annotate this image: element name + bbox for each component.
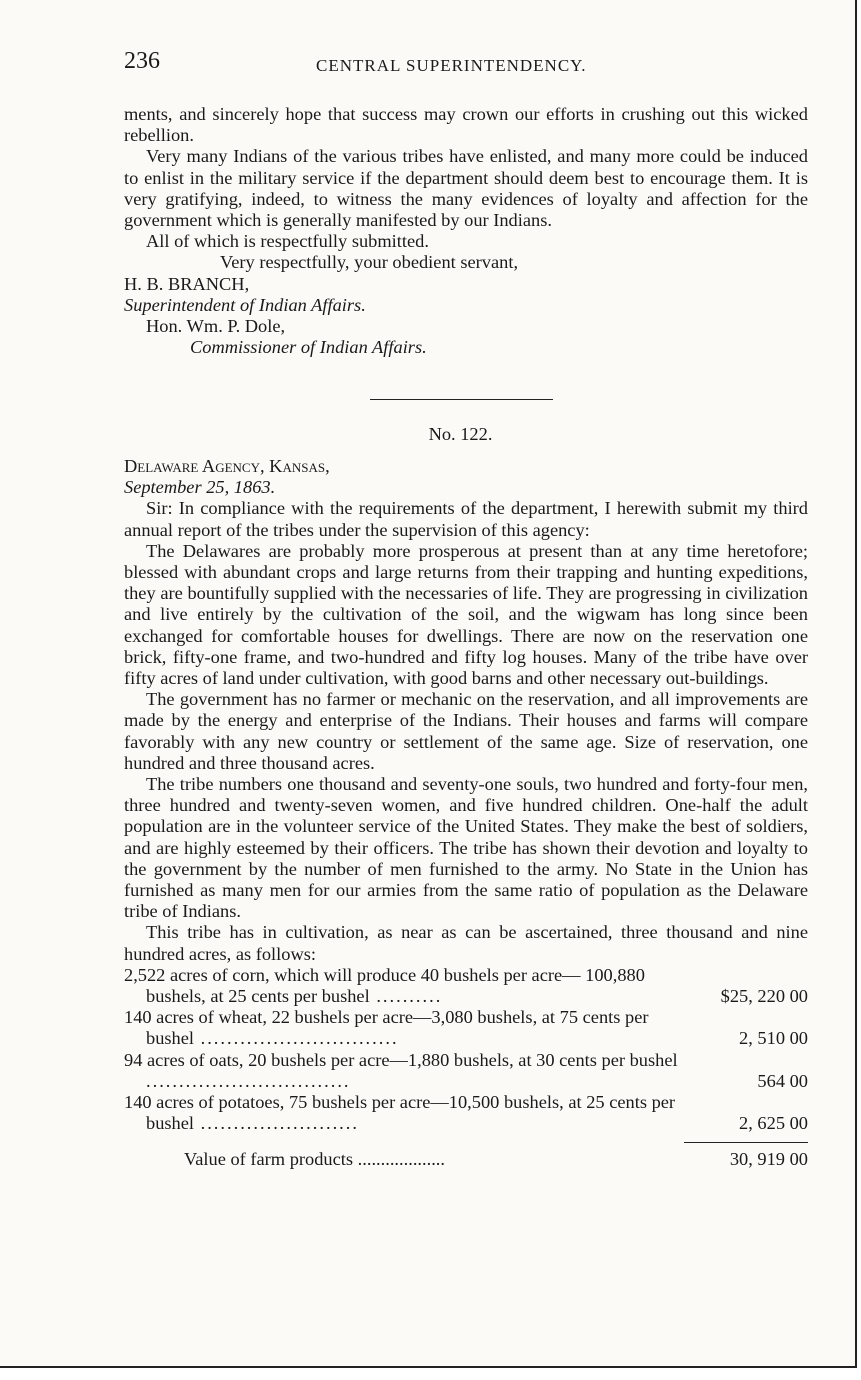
crop-amount: 2, 625 00 bbox=[739, 1113, 808, 1134]
addressee-name: Hon. Wm. P. Dole, bbox=[146, 316, 286, 337]
closing-line: Very respectfully, your obedient servant, bbox=[220, 252, 519, 273]
document-number: No. 122. bbox=[428, 424, 493, 444]
crop-amount: 2, 510 00 bbox=[739, 1028, 808, 1049]
paragraph: ments, and sincerely hope that success may crown our efforts in crushing out this wicked rebellion. bbox=[124, 104, 808, 146]
date-line: September 25, 1863. bbox=[124, 477, 276, 498]
paragraph: Sir: In compliance with the requirements of the department, I herewith submit my third annual report of the tribes under the supervision of this agency: bbox=[124, 498, 808, 540]
paragraph: This tribe has in cultivation, as near as can be ascertained, three thousand and nine hundred acres, as follows: bbox=[124, 922, 808, 964]
total-amount: 30, 919 00 bbox=[729, 1148, 808, 1169]
running-title: CENTRAL SUPERINTENDENCY. bbox=[316, 56, 587, 75]
closing-line: All of which is respectfully submitted. bbox=[146, 231, 429, 252]
total-label: Value of farm products bbox=[184, 1148, 354, 1169]
dot-leader: .......... bbox=[369, 986, 443, 1007]
crop-description: 94 acres of oats, 20 bushels per acre—1,880 bushels, at 30 cents per bushel bbox=[124, 1049, 678, 1070]
crop-amount: 564 00 bbox=[757, 1070, 808, 1091]
crop-description: 140 acres of potatoes, 75 bushels per acre—10,500 bushels, at 25 cents per bushel bbox=[124, 1092, 676, 1134]
total-rule bbox=[684, 1142, 808, 1143]
table-row bbox=[124, 1092, 808, 1134]
crop-description: 140 acres of wheat, 22 bushels per acre—3,080 bushels, at 75 cents per bushel bbox=[124, 1007, 649, 1049]
dot-leader: ........................ bbox=[194, 1113, 359, 1134]
page-header bbox=[124, 48, 810, 80]
paragraph: The tribe numbers one thousand and seventy-one souls, two hundred and forty-four men, three hundred and twenty-seven women, and five hundred children. One-half the adult population are in the volunteer service of the United States. They make the best of soldiers, and are highly esteemed by their officers. The tribe has shown their devotion and loyalty to the government by the number of men furnished to the army. No State in the Union has furnished as many men for our armies from the same ratio of population as the Delaware tribe of Indians. bbox=[124, 774, 808, 922]
table-row bbox=[124, 1050, 808, 1092]
page-number: 236 bbox=[124, 48, 160, 74]
dot-leader: .............................. bbox=[194, 1028, 399, 1049]
crops-table bbox=[124, 965, 808, 1170]
signature: H. B. BRANCH, bbox=[124, 273, 250, 294]
crop-description: 2,522 acres of corn, which will produce 40 bushels per acre— 100,880 bushels, at 25 cents per bushel bbox=[124, 964, 645, 1007]
paragraph: The Delawares are probably more prosperous at present than at any time heretofore; blessed with abundant crops and large returns from their trapping and hunting expeditions, they are bountifully supplied with the necessaries of life. They are progressing in civilization and live entirely by the cultivation of the soil, and the wigwam has long since been exchanged for comfortable houses for dwellings. There are now on the reservation one brick, fifty-one frame, and two-hundred and fifty log houses. Many of the tribe have over fifty acres of land under cultivation, with good barns and other necessary out-buildings. bbox=[124, 540, 808, 689]
addressee-title: Commissioner of Indian Affairs. bbox=[190, 337, 427, 358]
letter-delaware-agency bbox=[124, 456, 808, 1170]
table-row bbox=[124, 965, 808, 1007]
signature-title: Superintendent of Indian Affairs. bbox=[124, 294, 366, 315]
crop-amount: $25, 220 00 bbox=[720, 986, 808, 1007]
section-divider bbox=[370, 399, 553, 400]
letter-branch bbox=[124, 104, 808, 358]
total-row bbox=[124, 1149, 808, 1170]
place-line: Delaware Agency, Kansas, bbox=[124, 456, 330, 476]
dot-leader: ............................... bbox=[146, 1070, 351, 1091]
dot-leader: ................... bbox=[353, 1148, 445, 1169]
paragraph: The government has no farmer or mechanic on the reservation, and all improvements are made by the energy and enterprise of the Indians. Their houses and farms will compare favorably with any new country or settlement of the same age. Size of reservation, one hundred and three thousand acres. bbox=[124, 689, 808, 773]
table-row bbox=[124, 1007, 808, 1049]
paragraph: Very many Indians of the various tribes have enlisted, and many more could be induced to enlist in the military service if the department should deem best to encourage them. It is very gratifying, indeed, to witness the many evidences of loyalty and affection for the government which is generally manifested by our Indians. bbox=[124, 146, 808, 231]
